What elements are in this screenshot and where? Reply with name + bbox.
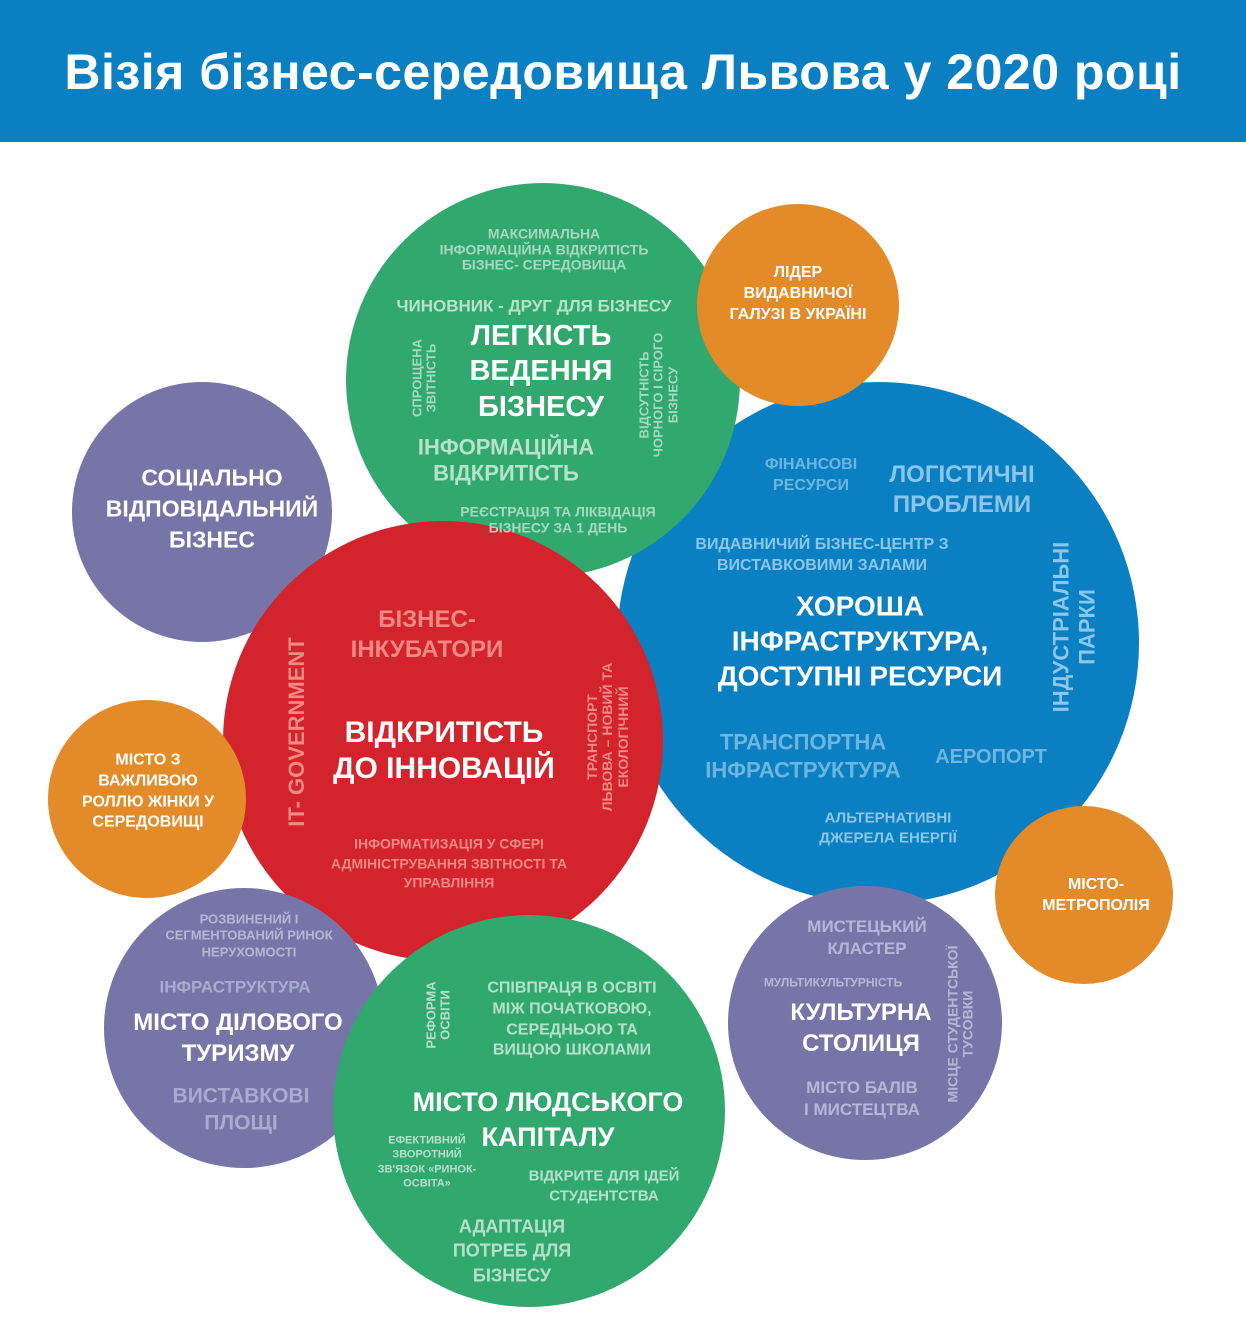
tourism-infrastructure-text: ІНФРАСТРУКТУРА (159, 977, 311, 997)
real-estate-text: РОЗВИНЕНИЙ І СЕГМЕНТОВАНИЙ РИНОК НЕРУХОМОСТІ (165, 911, 333, 960)
industrial-parks-text: ІНДУСТРІАЛЬНІ ПАРКИ (1048, 541, 1100, 713)
publishing-leader-text: ЛІДЕР ВИДАВНИЧОЇ ГАЛУЗІ В УКРАЇНІ (729, 263, 867, 323)
registration-text: РЕЄСТРАЦІЯ ТА ЛІКВІДАЦІЯ БІЗНЕСУ ЗА 1 ДЕНЬ (460, 503, 656, 535)
official-friend-text: ЧИНОВНИК - ДРУГ ДЛЯ БІЗНЕСУ (396, 296, 672, 316)
art-cluster-text: МИСТЕЦЬКИЙ КЛАСТЕР (807, 916, 927, 958)
publishing-center-text: ВИДАВНИЧИЙ БІЗНЕС-ЦЕНТР З ВИСТАВКОВИМИ ЗАЛАМИ (695, 536, 949, 574)
no-black-grey-business-text: ВІДСУТНІСТЬ ЧОРНОГО І СІРОГО БІЗНЕСУ (636, 332, 681, 458)
business-tourism-title: МІСТО ДІЛОВОГО ТУРИЗМУ (133, 1008, 343, 1067)
ease-of-business-title: ЛЕГКІСТЬ ВЕДЕННЯ БІЗНЕСУ (469, 319, 613, 423)
it-government-text: IT- GOVERNMENT (283, 637, 309, 827)
page-title: Візія бізнес-середовища Львова у 2020 році (64, 44, 1182, 100)
simplified-reporting-text: СПРОЩЕНА ЗВІТНІСТЬ (409, 338, 439, 418)
title-banner (0, 0, 1246, 142)
infrastructure-title: ХОРОША ІНФРАСТРУКТУРА, ДОСТУПНІ РЕСУРСИ (717, 590, 1003, 692)
info-openness-text: ІНФОРМАЦІЙНА ВІДКРИТІСТЬ (417, 434, 595, 486)
multicultural-text: МУЛЬТИКУЛЬТУРНІСТЬ (763, 975, 903, 990)
exhibition-text: ВИСТАВКОВІ ПЛОЩІ (172, 1084, 310, 1135)
informatization-text: ІНФОРМАТИЗАЦІЯ У СФЕРІ АДМІНІСТРУВАННЯ ЗВІТНОСТІ ТА УПРАВЛІННЯ (330, 835, 568, 891)
balls-art-text: МІСТО БАЛІВ І МИСТЕЦТВА (804, 1077, 920, 1119)
financial-resources-text: ФІНАНСОВІ РЕСУРСИ (764, 456, 858, 494)
education-cooperation-text: СПІВПРАЦЯ В ОСВІТІ МІЖ ПОЧАТКОВОЮ, СЕРЕДНЬОЮ ТА ВИЩОЮ ШКОЛАМИ (487, 979, 657, 1059)
logistics-text: ЛОГІСТИЧНІ ПРОБЛЕМИ (889, 461, 1035, 518)
airport-text: АЕРОПОРТ (935, 745, 1047, 768)
women-city-text: МІСТО З ВАЖЛИВОЮ РОЛЛЮ ЖІНКИ У СЕРЕДОВИЩІ (81, 751, 215, 831)
cultural-capital-title: КУЛЬТУРНА СТОЛИЦЯ (790, 998, 932, 1057)
student-ideas-text: ВІДКРИТЕ ДЛЯ ІДЕЙ СТУДЕНТСТВА (528, 1167, 680, 1204)
incubators-text: БІЗНЕС- ІНКУБАТОРИ (350, 606, 504, 663)
innovation-title: ВІДКРИТІСТЬ ДО ІННОВАЦІЙ (333, 716, 555, 785)
alt-energy-text: АЛЬТЕРНАТИВНІ ДЖЕРЕЛА ЕНЕРГІЇ (819, 809, 957, 846)
max-openness-text: МАКСИМАЛЬНА ІНФОРМАЦІЙНА ВІДКРИТІСТЬ БІЗНЕС- СЕРЕДОВИЩА (439, 225, 649, 273)
lviv-transport-text: ТРАНСПОРТ ЛЬВОВА – НОВИЙ ТА ЕКОЛОГІЧНИЙ (583, 662, 631, 812)
feedback-text: ЕФЕКТИВНИЙ ЗВОРОТНИЙ ЗВ'ЯЗОК «РИНОК- ОСВІТА» (377, 1134, 477, 1190)
metropolis-text: МІСТО- МЕТРОПОЛІЯ (1042, 876, 1150, 914)
student-parties-text: МІСЦЕ СТУДЕНТСЬКОЇ ТУСОВКИ (944, 945, 976, 1103)
education-reform-text: РЕФОРМА ОСВІТИ (423, 981, 453, 1049)
social-business-text: СОЦІАЛЬНО ВІДПОВІДАЛЬНИЙ БІЗНЕС (105, 464, 319, 553)
transport-infrastructure-text: ТРАНСПОРТНА ІНФРАСТРУКТУРА (705, 729, 901, 782)
adaptation-text: АДАПТАЦІЯ ПОТРЕБ ДЛЯ БІЗНЕСУ (452, 1216, 572, 1286)
human-capital-title: МІСТО ЛЮДСЬКОГО КАПІТАЛУ (412, 1086, 684, 1152)
